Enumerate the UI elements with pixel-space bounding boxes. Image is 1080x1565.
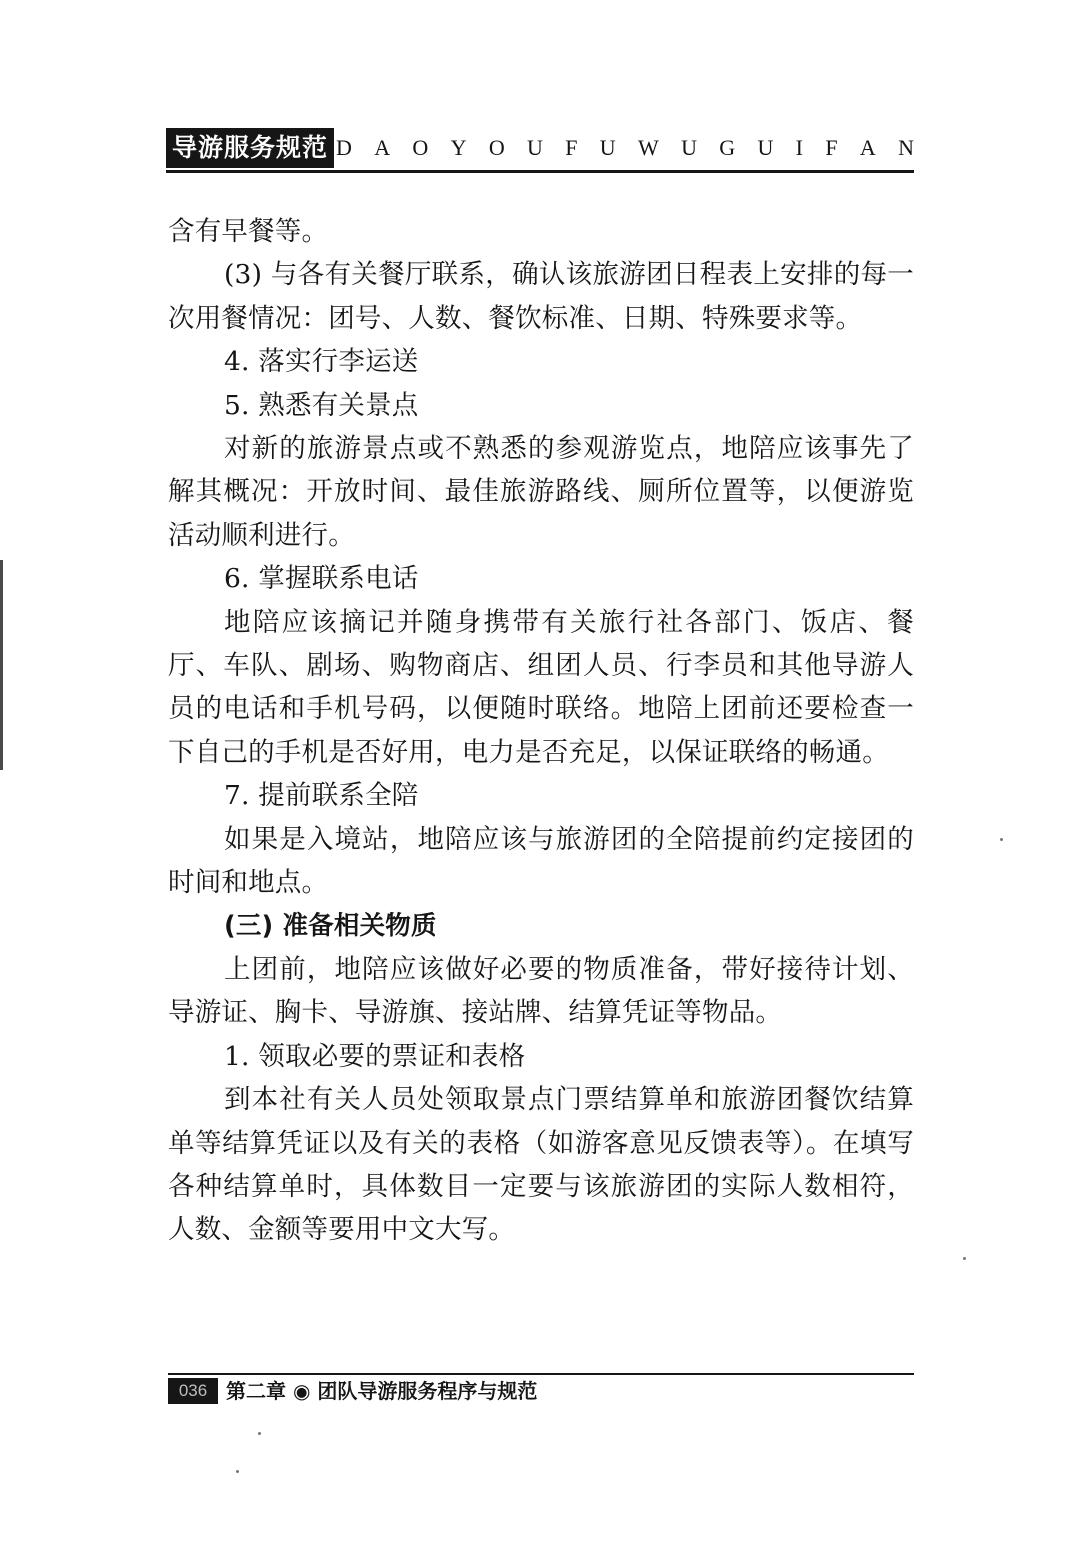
paragraph-attractions: 对新的旅游景点或不熟悉的参观游览点，地陪应该事先了解其概况：开放时间、最佳旅游路线、厕所位置等，以便游览活动顺利进行。 xyxy=(168,433,914,551)
paragraph-national-guide: 如果是入境站，地陪应该与旅游团的全陪提前约定接团的时间和地点。 xyxy=(168,823,914,899)
pinyin-letter: N xyxy=(898,135,914,160)
page-body xyxy=(168,210,914,1252)
subheading-attractions: 5. 熟悉有关景点 xyxy=(224,389,419,421)
pinyin-letter: Y xyxy=(450,135,467,160)
pinyin-letter: O xyxy=(412,135,429,160)
header-divider xyxy=(166,170,914,173)
pinyin-letter: U xyxy=(757,135,774,160)
pinyin-letter: W xyxy=(637,135,659,160)
running-footer xyxy=(168,1373,914,1413)
pinyin-letter: U xyxy=(527,135,543,160)
scan-speck xyxy=(1000,838,1003,841)
pinyin-letter: I xyxy=(795,135,803,160)
paragraph-continuation: 含有早餐等。 xyxy=(168,216,329,247)
pinyin-letter: O xyxy=(488,135,505,160)
chapter-name: 团队导游服务程序与规范 xyxy=(317,1379,538,1403)
pinyin-letter: A xyxy=(374,135,391,160)
paragraph-phone: 地陪应该摘记并随身携带有关旅行社各部门、饭店、餐厅、车队、剧场、购物商店、组团人员、行李员和其他导游人员的电话和手机号码，以便随时联络。地陪上团前还要检查一下自己的手机是否好用，电力是否充足，以保证联络的畅通。 xyxy=(168,606,914,768)
pinyin-letter: U xyxy=(599,135,616,160)
pinyin-letter: F xyxy=(565,135,578,160)
pinyin-letter: F xyxy=(825,135,838,160)
subheading-tickets: 1. 领取必要的票证和表格 xyxy=(224,1040,526,1072)
footer-divider xyxy=(168,1373,914,1375)
scan-speck xyxy=(236,1470,239,1473)
chapter-label: 第二章 xyxy=(226,1379,286,1403)
chapter-title xyxy=(226,1377,537,1405)
paragraph-tickets: 到本社有关人员处领取景点门票结算单和旅游团餐饮结算单等结算凭证以及有关的表格（如游客意见反馈表等）。在填写各种结算单时，具体数目一定要与该旅游团的实际人数相符，人数、金额等要用中文大写。 xyxy=(168,1084,914,1246)
running-header xyxy=(166,128,914,176)
bullet-icon: ◉ xyxy=(292,1379,311,1403)
section-heading-materials: (三) 准备相关物质 xyxy=(224,910,437,941)
scan-speck xyxy=(258,1432,261,1435)
list-item-restaurant: (3) 与各有关餐厅联系，确认该旅游团日程表上安排的每一次用餐情况：团号、人数、餐饮标准、日期、特殊要求等。 xyxy=(168,259,914,334)
scan-edge-mark xyxy=(0,560,3,770)
pinyin-letter: U xyxy=(681,135,697,160)
paragraph-materials: 上团前，地陪应该做好必要的物质准备，带好接待计划、导游证、胸卡、导游旗、接站牌、结算凭证等物品。 xyxy=(168,953,914,1029)
subheading-phone: 6. 掌握联系电话 xyxy=(224,563,419,595)
subheading-national-guide: 7. 提前联系全陪 xyxy=(224,780,419,812)
pinyin-letter: D xyxy=(336,135,352,160)
scan-speck xyxy=(963,1257,966,1260)
book-title-badge: 导游服务规范 xyxy=(166,128,334,168)
book-title-pinyin xyxy=(336,130,914,166)
subheading-luggage: 4. 落实行李运送 xyxy=(224,346,419,378)
pinyin-letter: G xyxy=(719,135,736,160)
pinyin-letter: A xyxy=(859,135,876,160)
page-number: 036 xyxy=(168,1378,218,1404)
